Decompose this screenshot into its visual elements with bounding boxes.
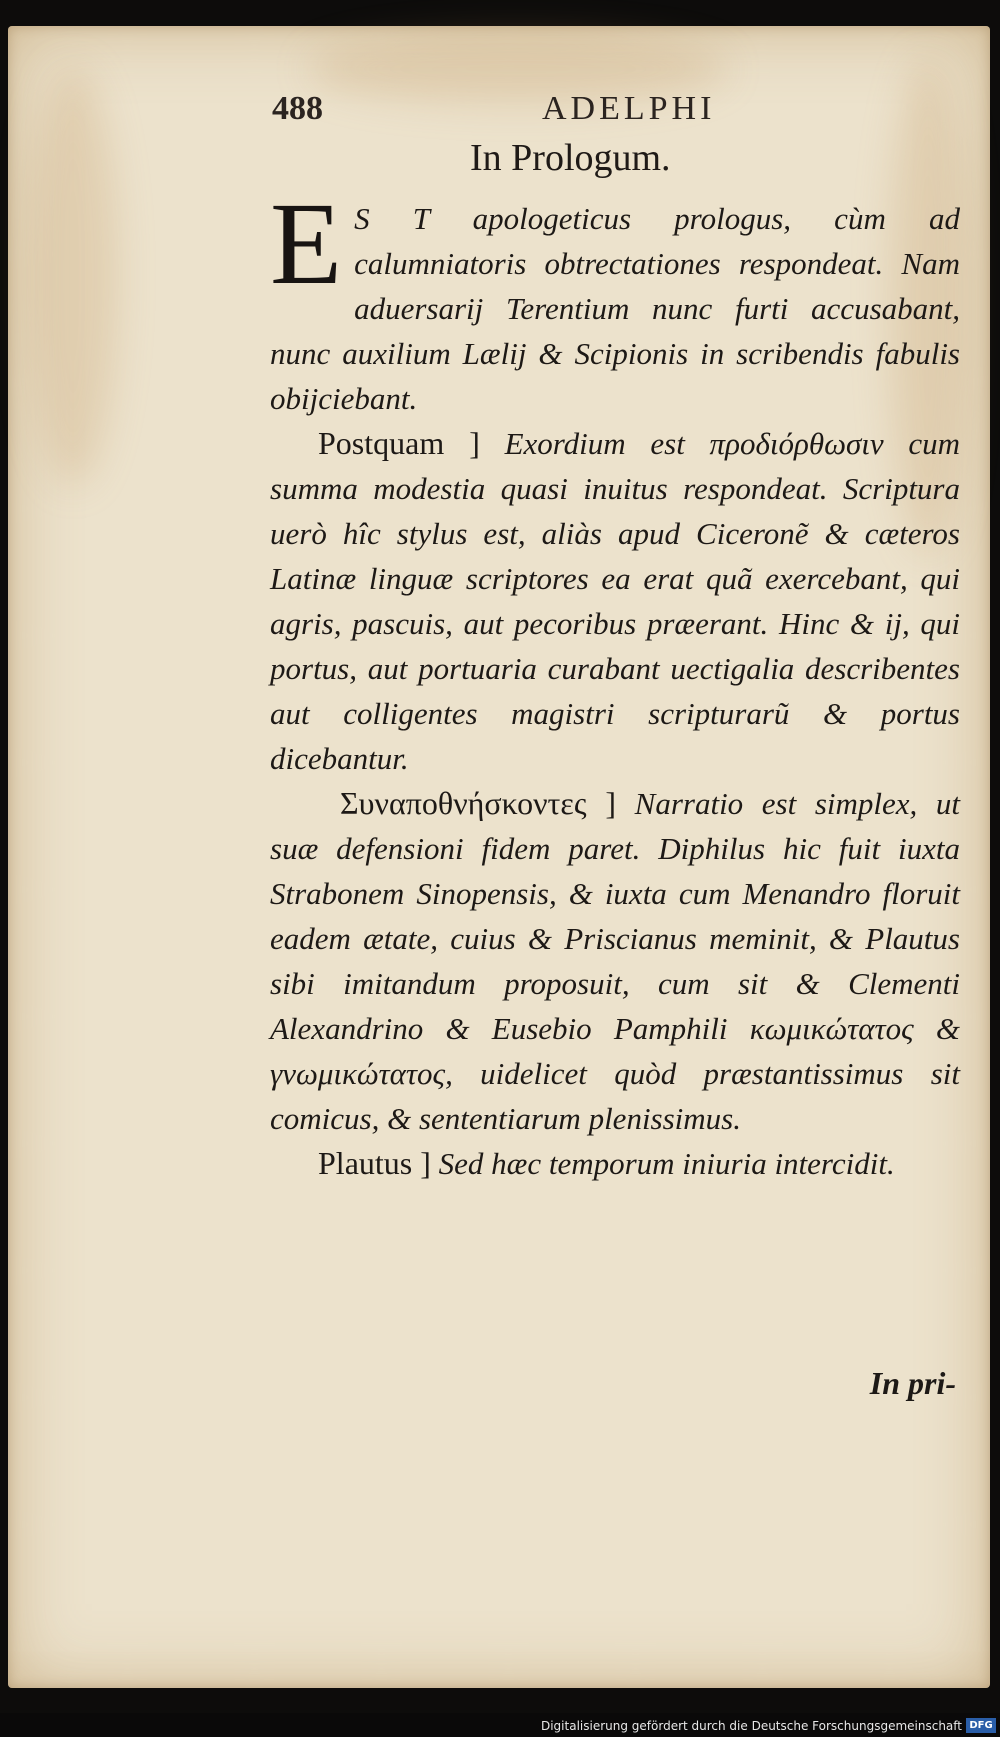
paragraph-3-text: Narratio est simplex, ut suæ defensioni fidem paret. Diphilus hic fuit iuxta Strabonem Sinopensis, & iuxta cum Menandro floruit eadem ætate, cuius & Priscianus meminit, & Plautus sibi imitandum proposuit, cum sit & Clementi Alexandrino & Eusebio Pamphili κωμικώτατος & γνωμικώτατος, uidelicet quòd præstantissimus sit comicus, & sententiarum plenissimus. [270,786,961,1136]
paragraph-1-text: S T apologeticus prologus, cùm ad calumniatoris obtrectationes respondeat. Nam aduersarij Terentium nunc furti accusabant, nunc auxilium Lælij & Scipionis in scribendis fabulis obijciebant. [270,201,960,416]
paper-stain-left [28,66,118,486]
lemma-plautus: Plautus ] [318,1145,431,1181]
section-title: In Prologum. [470,137,671,179]
digitization-credit: Digitalisierung gefördert durch die Deutsche Forschungsgemeinschaft [540,1719,962,1733]
lemma-greek: Συναποθνήσκοντες ] [340,785,617,821]
dfg-logo: DFG [966,1718,996,1733]
lemma-postquam: Postquam ] [318,425,480,461]
page-number: 488 [272,90,323,127]
paragraph-2-text: Exordium est προδιόρθωσιν cum summa modestia quasi inuitus respondeat. Scriptura uerò hîc stylus est, aliàs apud Ciceronẽ & cæteros Latinæ linguæ scriptores ea erat quã exercebant, qui agris, pascuis, aut pecoribus præerant. Hinc & ij, qui portus, aut portuaria curabant uectigalia describentes aut colligentes magistri scripturarũ & portus dicebantur. [270,426,961,776]
running-head [272,90,962,136]
commentary-text [270,178,961,1186]
paragraph-4-text: Sed hæc temporum iniuria intercidit. [438,1146,895,1181]
catchword: In pri- [869,1365,956,1401]
paragraph-1 [270,178,960,421]
running-title: ADELPHI [542,90,716,127]
paragraph-3 [270,781,960,1141]
drop-cap: E [270,178,343,309]
paragraph-4 [270,1141,960,1186]
paragraph-2 [270,421,960,781]
